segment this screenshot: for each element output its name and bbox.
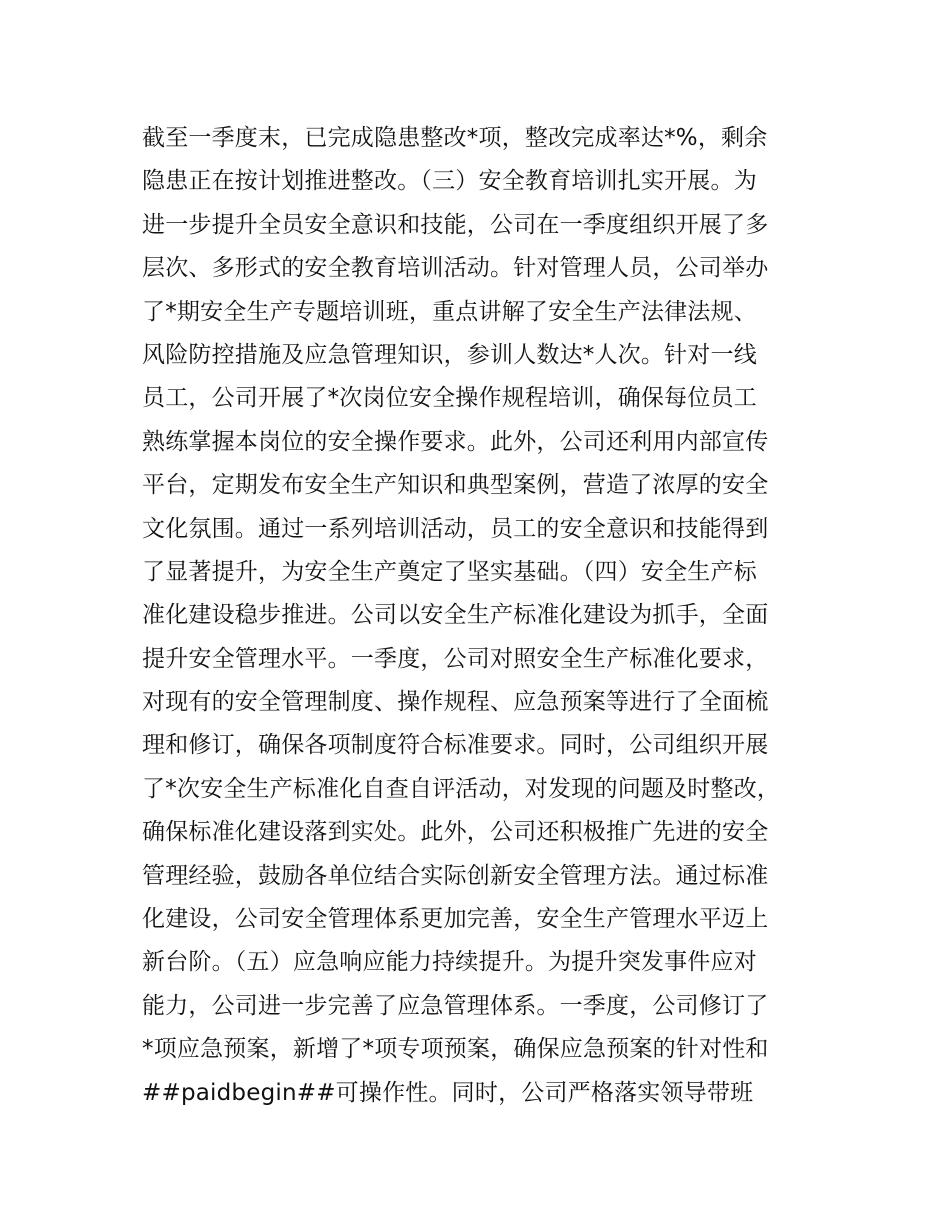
text-line: 了*次安全生产标准化自查自评活动，对发现的问题及时整改，	[142, 775, 781, 802]
text-line: 提升安全管理水平。一季度，公司对照安全生产标准化要求，	[142, 645, 769, 672]
text-line: 风险防控措施及应急管理知识，参训人数达*人次。针对一线	[142, 341, 757, 368]
text-line: 隐患正在按计划推进整改。（三）安全教育培训扎实开展。为	[142, 168, 757, 195]
text-line: 理和修订，确保各项制度符合标准要求。同时，公司组织开展	[142, 732, 769, 759]
body-text	[142, 117, 842, 1115]
text-line: ##paidbegin##可操作性。同时，公司严格落实领导带班	[142, 1079, 754, 1106]
text-line: 对现有的安全管理制度、操作规程、应急预案等进行了全面梳	[142, 689, 769, 716]
text-line: 熟练掌握本岗位的安全操作要求。此外，公司还利用内部宣传	[142, 428, 769, 455]
text-line: 了*期安全生产专题培训班，重点讲解了安全生产法律法规、	[142, 298, 757, 325]
text-line: *项应急预案，新增了*项专项预案，确保应急预案的针对性和	[142, 1036, 769, 1063]
text-line: 文化氛围。通过一系列培训活动，员工的安全意识和技能得到	[142, 515, 769, 542]
text-line: 了显著提升，为安全生产奠定了坚实基础。（四）安全生产标	[142, 558, 757, 585]
text-line: 平台，定期发布安全生产知识和典型案例，营造了浓厚的安全	[142, 472, 769, 499]
text-line: 能力，公司进一步完善了应急管理体系。一季度，公司修订了	[142, 992, 769, 1019]
text-line: 员工，公司开展了*次岗位安全操作规程培训，确保每位员工	[142, 385, 757, 412]
text-line: 层次、多形式的安全教育培训活动。针对管理人员，公司举办	[142, 255, 769, 282]
text-line: 准化建设稳步推进。公司以安全生产标准化建设为抓手，全面	[142, 602, 769, 629]
text-line: 进一步提升全员安全意识和技能，公司在一季度组织开展了多	[142, 211, 769, 238]
text-line: 化建设，公司安全管理体系更加完善，安全生产管理水平迈上	[142, 906, 769, 933]
text-line: 截至一季度末，已完成隐患整改*项，整改完成率达*%，剩余	[142, 125, 768, 151]
text-line: 确保标准化建设落到实处。此外，公司还积极推广先进的安全	[142, 819, 769, 846]
text-line: 管理经验，鼓励各单位结合实际创新安全管理方法。通过标准	[142, 862, 769, 889]
text-line: 新台阶。（五）应急响应能力持续提升。为提升突发事件应对	[142, 949, 757, 976]
